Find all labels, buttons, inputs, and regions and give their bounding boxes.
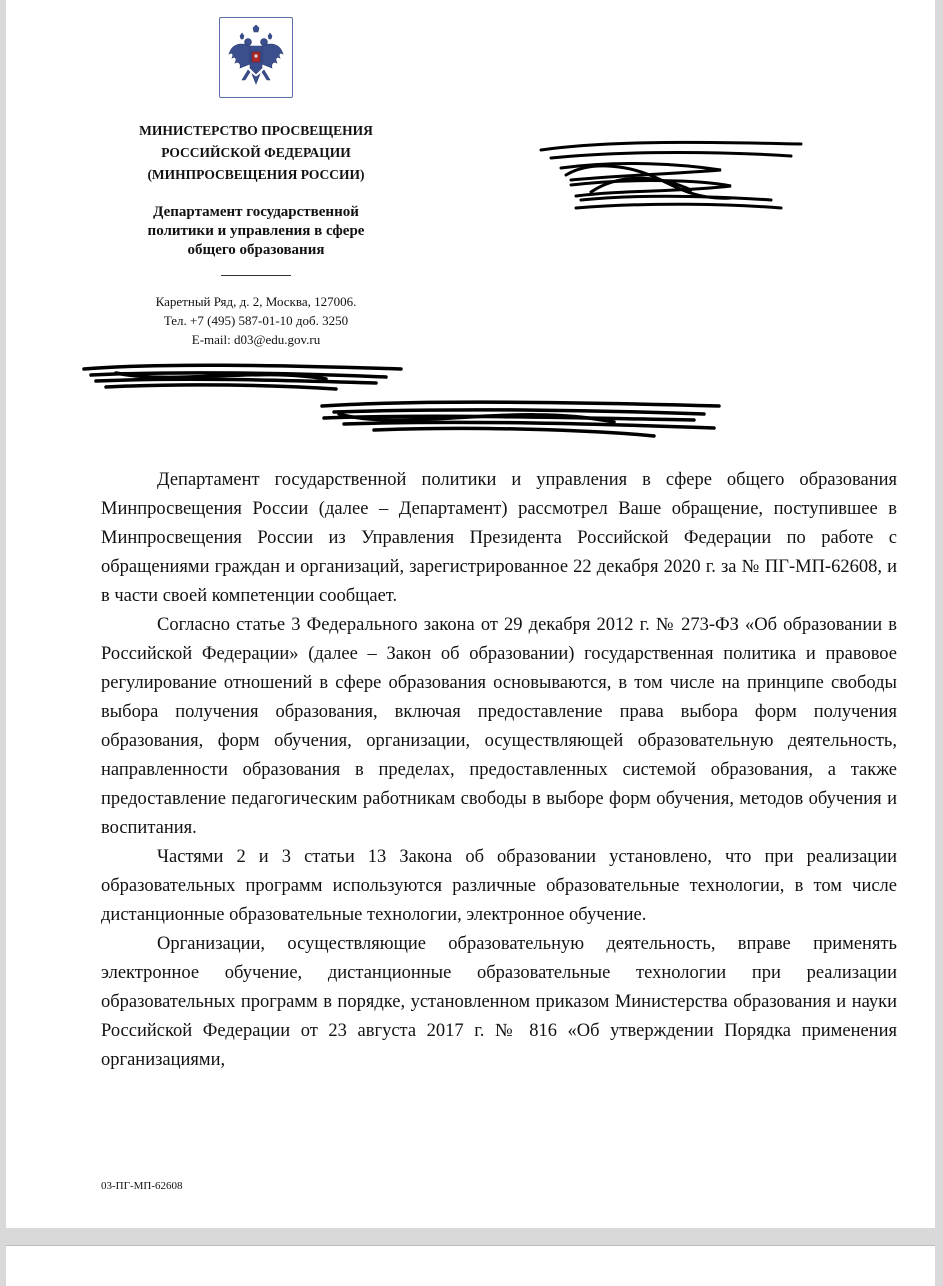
letter-body [101,466,897,1075]
email-line: E-mail: d03@edu.gov.ru [191,332,321,347]
letter-page [6,0,935,1228]
coat-of-arms-icon [219,17,293,98]
department-line-1: Департамент государственной [153,204,359,220]
ministry-line-3: (МИНПРОСВЕЩЕНИЯ РОССИИ) [147,167,365,182]
ministry-name [106,120,406,186]
paragraph-1: Департамент государственной политики и управления в сфере общего образования Минпросвещения России (далее – Департамент) рассмотрел Ваше обращение, поступившее в Минпросвещения России из Управления Президента Российской Федерации по работе с обращениями граждан и организаций, зарегистрированное 22 декабря 2020 г. за № ПГ-МП-62608, и в части своей компетенции сообщает. [101,470,897,606]
department-line-3: общего образования [187,242,325,258]
redaction-scribble-recipient [531,130,821,220]
phone-line: Тел. +7 (495) 587-01-10 доб. 3250 [163,313,349,328]
ministry-line-2: РОССИЙСКОЙ ФЕДЕРАЦИИ [161,145,351,160]
department-name [106,203,406,260]
paragraph-3: Частями 2 и 3 статьи 13 Закона об образовании установлено, что при реализации образовательных программ используются различные образовательные технологии, в том числе дистанционные образовательные технологии, электронное обучение. [101,847,897,925]
paragraph-2: Согласно статье 3 Федерального закона от 29 декабря 2012 г. № 273-ФЗ «Об образовании в Российской Федерации» (далее – Закон об образовании) государственная политика и правовое регулирование отношений в сфере образования основываются, в том числе на принципе свободы выбора получения образования, включая предоставление права выбора форм получения образования, форм обучения, организации, осуществляющей образовательную деятельность, направленности образования в пределах, предоставленных системой образования, а также предоставление педагогическим работникам свободы в выборе форм обучения, методов обучения и воспитания. [101,615,897,838]
header-divider [221,275,291,276]
department-line-2: политики и управления в сфере [147,223,365,239]
document-code: 03-ПГ-МП-62608 [101,1180,183,1192]
contact-block [106,292,406,349]
address-line: Каретный Ряд, д. 2, Москва, 127006. [155,294,357,309]
redaction-scribble-name [314,392,734,447]
paragraph-4: Организации, осуществляющие образовательную деятельность, вправе применять электронное обучение, дистанционные образовательные технологии при реализации образовательных программ в порядке, установленном приказом Министерства образования и науки Российской Федерации от 23 августа 2017 г. № 816 «Об утверждении Порядка применения организациями, [101,934,897,1070]
ministry-line-1: МИНИСТЕРСТВО ПРОСВЕЩЕНИЯ [139,123,373,138]
